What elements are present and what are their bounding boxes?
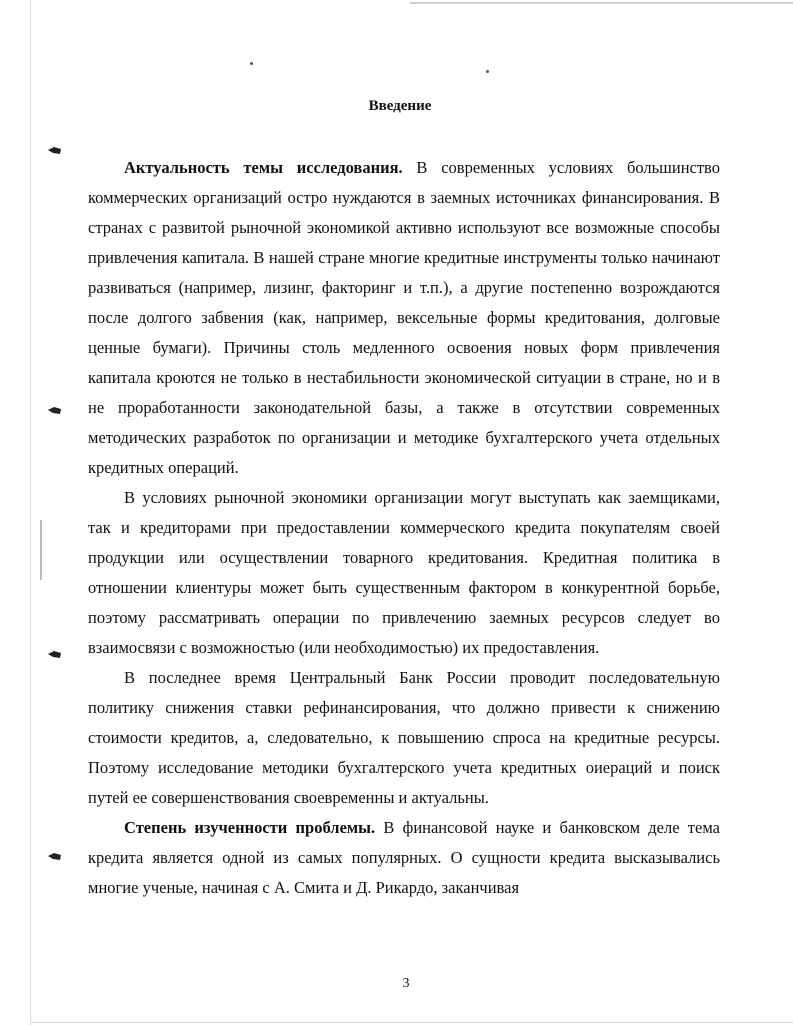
paragraph	[88, 663, 720, 813]
paragraph-lead: Актуальность темы исследования.	[124, 158, 403, 177]
document-body	[88, 153, 720, 903]
paragraph-text: В современных условиях большинство коммерческих организаций остро нуждаются в заемных источниках финансирования. В странах с развитой рыночной экономикой активно используют все возможные способы привлечения капитала. В нашей стране многие кредитные инструменты только начинают развиваться (например, лизинг, факторинг и т.п.), а другие постепенно возрождаются после долгого забвения (как, например, вексельные формы кредитования, долговые ценные бумаги). Причины столь медленного освоения новых форм привлечения капитала кроются не только в нестабильности экономической ситуации в стране, но и в не проработанности законодательной базы, а также в отсутствии современных методических разработок по организации и методике бухгалтерского учета отдельных кредитных операций.	[88, 158, 720, 477]
page-title: Введение	[368, 98, 432, 114]
paragraph	[88, 813, 720, 903]
punch-hole-mark	[48, 650, 62, 659]
paragraph	[88, 153, 720, 483]
scan-streak	[40, 520, 42, 580]
paragraph-lead: Степень изученности проблемы.	[124, 818, 376, 837]
punch-hole-mark	[48, 406, 62, 415]
paragraph-text: В финансовой науке и банковском деле тема кредита является одной из самых популярных. О сущности кредита высказывались многие ученые, начиная с А. Смита и Д. Рикардо, заканчивая	[88, 818, 720, 897]
scan-edge-left	[30, 0, 31, 1025]
scan-edge-bottom	[30, 1022, 793, 1023]
punch-hole-mark	[48, 146, 62, 155]
scan-speck	[250, 62, 253, 65]
punch-hole-mark	[48, 852, 62, 861]
paragraph	[88, 483, 720, 663]
paragraph-text: В условиях рыночной экономики организации могут выступать как заемщиками, так и кредиторами при предоставлении коммерческого кредита покупателям своей продукции или осуществлении товарного кредитования. Кредитная политика в отношении клиентуры может быть существенным фактором в конкурентной борьбе, поэтому рассматривать операции по привлечению заемных ресурсов следует во взаимосвязи с возможностью (или необходимостью) их предоставления.	[88, 488, 720, 657]
paragraph-text: В последнее время Центральный Банк России проводит последовательную политику снижения ставки рефинансирования, что должно привести к снижению стоимости кредитов, а, следовательно, к повышению спроса на кредитные ресурсы. Поэтому исследование методики бухгалтерского учета кредитных оиераций и поиск путей ее совершенствования своевременны и актуальны.	[88, 668, 720, 807]
scan-speck	[486, 70, 489, 73]
page-number: 3	[402, 976, 410, 991]
scan-edge-top	[410, 2, 793, 4]
